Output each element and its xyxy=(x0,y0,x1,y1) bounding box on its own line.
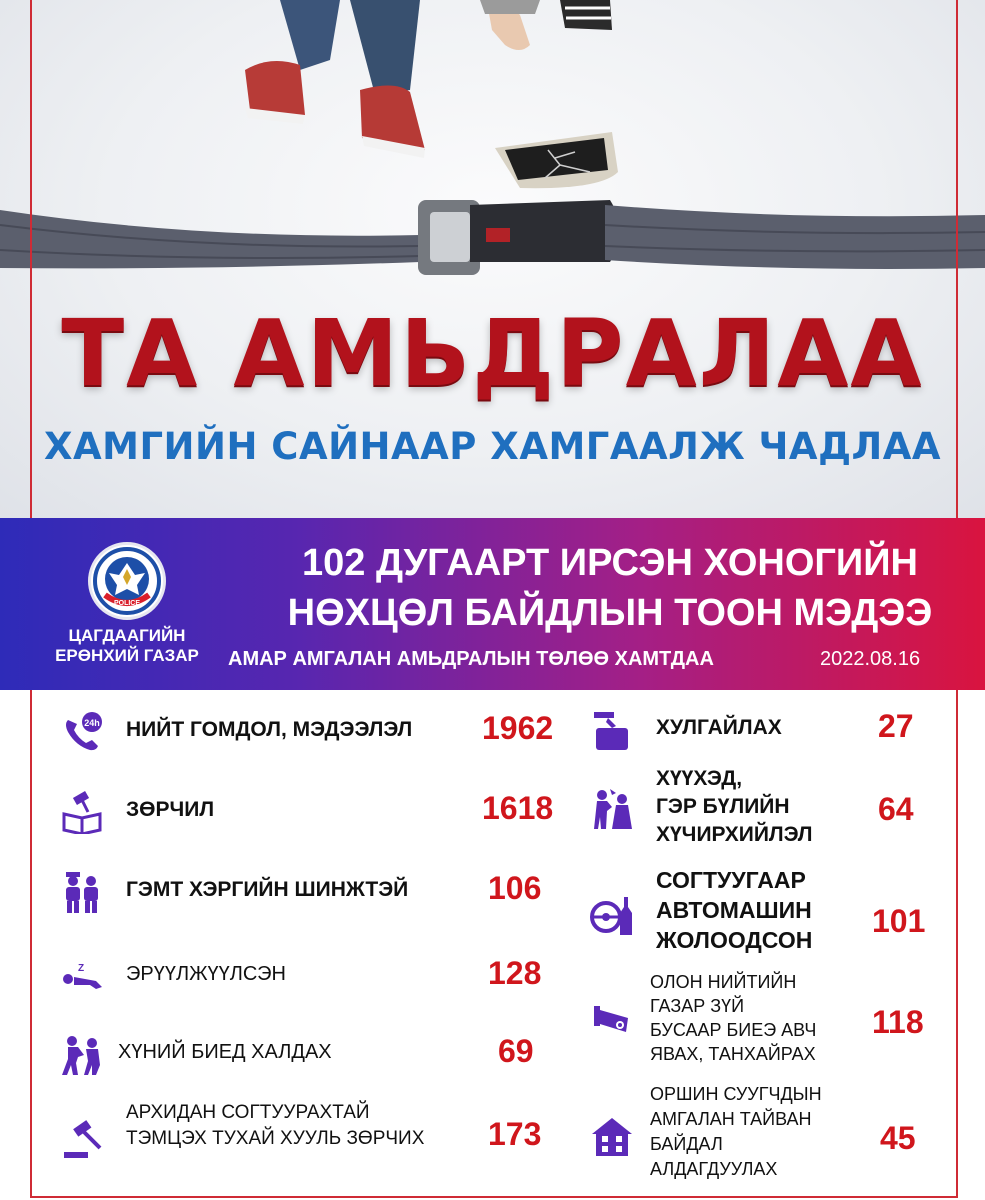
stat-label: НИЙТ ГОМДОЛ, МЭДЭЭЛЭЛ xyxy=(126,718,413,741)
fight-icon xyxy=(60,1033,104,1077)
info-band xyxy=(0,518,985,690)
stat-label-line1: АРХИДАН СОГТУУРАХТАЙ xyxy=(126,1102,370,1123)
report-date: 2022.08.16 xyxy=(820,648,921,670)
svg-text:24h: 24h xyxy=(84,718,100,728)
org-name xyxy=(52,626,202,666)
stat-label xyxy=(656,865,812,955)
stat-label-line2: ТЭМЦЭХ ТУХАЙ ХУУЛЬ ЗӨРЧИХ xyxy=(126,1128,425,1149)
stat-value: 27 xyxy=(878,708,914,744)
svg-text:Z: Z xyxy=(78,963,85,974)
org-name-line1: ЦАГДААГИЙН xyxy=(68,626,186,645)
stat-label-line1: СОГТУУГААР xyxy=(656,867,806,893)
report-title-line1: 102 ДУГААРТ ИРСЭН ХОНОГИЙН xyxy=(302,542,918,584)
stat-label xyxy=(126,1100,424,1152)
apartment-building-icon xyxy=(590,1114,634,1158)
stat-value: 128 xyxy=(488,955,542,991)
stat-value: 1618 xyxy=(482,790,554,826)
stat-theft xyxy=(590,708,950,768)
stat-drunk-driving xyxy=(590,865,950,953)
stat-label-line4: АЛДАГДУУЛАХ xyxy=(650,1159,778,1179)
stat-label-line3: ХҮЧИРХИЙЛЭЛ xyxy=(656,823,813,846)
stat-label: ГЭМТ ХЭРГИЙН ШИНЖТЭЙ xyxy=(126,878,409,901)
police-officer-icon xyxy=(60,870,104,914)
cctv-camera-icon xyxy=(590,1000,634,1044)
stat-value: 101 xyxy=(872,903,926,939)
stat-label xyxy=(650,970,816,1066)
stat-label-line3: БУСААР БИЕЭ АВЧ xyxy=(650,1020,817,1040)
stat-detox xyxy=(60,955,560,1015)
stat-value: 45 xyxy=(880,1120,916,1156)
stat-label xyxy=(656,765,813,849)
stat-label-line1: ХҮҮХЭД, xyxy=(656,767,743,790)
stat-label xyxy=(650,1082,822,1182)
drunk-driving-icon xyxy=(590,893,634,937)
stat-value: 106 xyxy=(488,870,542,906)
stat-assault xyxy=(60,1033,560,1093)
lying-person-icon xyxy=(60,955,104,999)
stat-alcohol-law xyxy=(60,1100,560,1160)
stat-label-line3: БАЙДАЛ xyxy=(650,1134,723,1154)
stat-value: 1962 xyxy=(482,710,554,746)
stat-label: ХҮНИЙ БИЕД ХАЛДАХ xyxy=(118,1041,332,1063)
stat-value: 64 xyxy=(878,791,914,827)
headline: ТА АМЬДРАЛАА xyxy=(61,300,924,407)
org-name-line2: ЕРӨНХИЙ ГАЗАР xyxy=(55,646,199,665)
stat-label: ХУЛГАЙЛАХ xyxy=(656,716,782,739)
gavel-icon xyxy=(60,1118,104,1162)
slogan: АМАР АМГАЛАН АМЬДРАЛЫН ТӨЛӨӨ ХАМТДАА xyxy=(228,648,714,670)
red-frame-top xyxy=(30,0,958,520)
logo-text: POLICE xyxy=(113,600,141,607)
stat-crimes xyxy=(60,870,560,930)
stat-total-complaints xyxy=(60,710,560,770)
subheadline: ХАМГИЙН САЙНААР ХАМГААЛЖ ЧАДЛАА xyxy=(43,425,942,468)
police-logo-block xyxy=(52,542,202,682)
police-emblem-icon xyxy=(88,542,166,620)
theft-icon xyxy=(590,708,634,752)
stat-label-line4: ЯВАХ, ТАНХАЙРАХ xyxy=(650,1044,816,1064)
law-book-icon xyxy=(60,790,104,834)
stat-domestic-violence xyxy=(590,765,950,846)
stat-label-line2: АВТОМАШИН xyxy=(656,897,812,923)
stat-label: ЭРҮҮЛЖҮҮЛСЭН xyxy=(126,963,286,985)
stat-residents-peace xyxy=(590,1082,950,1179)
stat-value: 69 xyxy=(498,1033,534,1069)
stat-label: ЗӨРЧИЛ xyxy=(126,798,215,821)
report-title-line2: НӨХЦӨЛ БАЙДЛЫН ТООН МЭДЭЭ xyxy=(287,592,933,634)
stat-label-line2: АМГАЛАН ТАЙВАН xyxy=(650,1109,812,1129)
report-title xyxy=(250,538,970,638)
stat-value: 173 xyxy=(488,1116,542,1152)
stat-public-disorder xyxy=(590,970,950,1064)
stat-value: 118 xyxy=(872,1004,924,1040)
domestic-violence-icon xyxy=(590,787,634,831)
stat-label-line1: ОРШИН СУУГЧДЫН xyxy=(650,1084,822,1104)
phone-24-icon xyxy=(60,710,104,754)
stat-label-line2: ГЭР БҮЛИЙН xyxy=(656,795,790,818)
stat-label-line3: ЖОЛООДСОН xyxy=(656,927,813,953)
stat-violations xyxy=(60,790,560,850)
stat-label-line2: ГАЗАР ЗҮЙ xyxy=(650,996,745,1016)
stat-label-line1: ОЛОН НИЙТИЙН xyxy=(650,972,797,992)
